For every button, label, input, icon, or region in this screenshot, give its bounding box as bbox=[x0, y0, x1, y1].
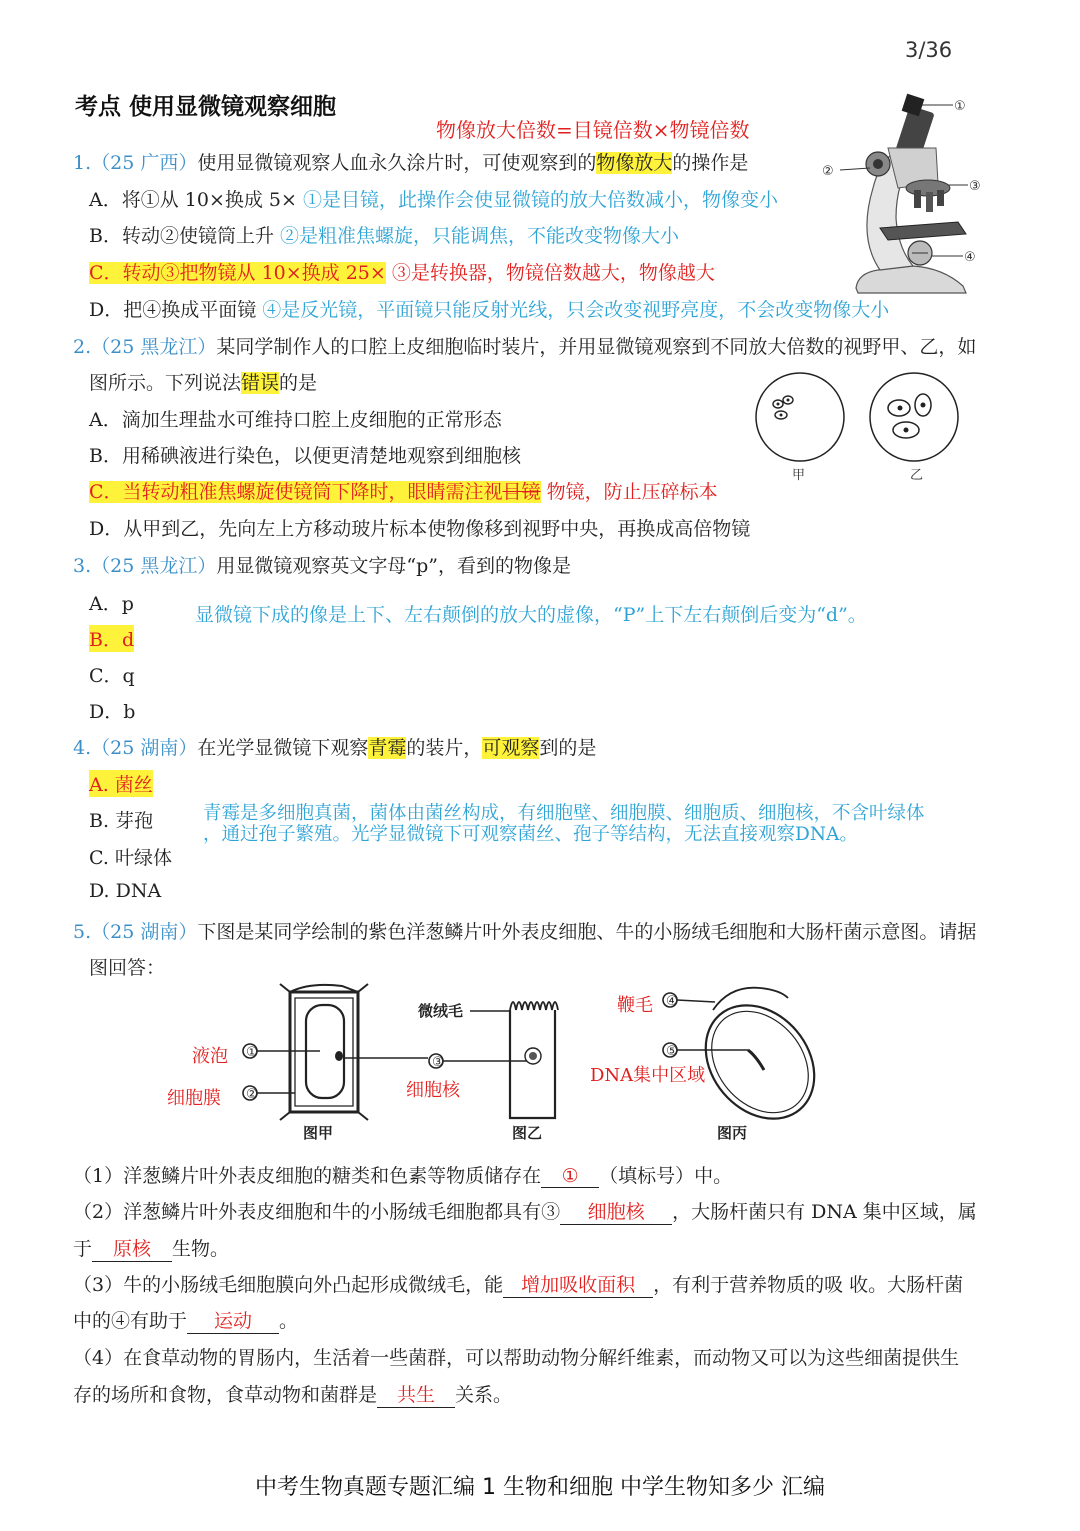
q5-part4-answer: 共生 bbox=[377, 1380, 455, 1408]
q5-cells-figure bbox=[160, 980, 840, 1150]
q5-stem-line1 bbox=[73, 917, 976, 944]
fig-mark-4: ④ bbox=[666, 994, 678, 1009]
fig-mark-5: ⑤ bbox=[666, 1044, 678, 1059]
q5-part2-line2 bbox=[73, 1234, 229, 1262]
page-number: 3/36 bbox=[905, 38, 953, 62]
q2-stem-b2: 的是 bbox=[279, 372, 318, 394]
q3-option-b: B．d bbox=[89, 625, 134, 652]
fig-note-dna-region: DNA集中区域 bbox=[590, 1065, 706, 1086]
microscope-label-4: ④ bbox=[964, 250, 976, 265]
q4-option-c: C. 叶绿体 bbox=[89, 847, 172, 869]
q1-option-c-note: ③是转换器，物镜倍数越大，物像越大 bbox=[391, 262, 715, 284]
q5-part2-b: ，大肠杆菌只有 DNA 集中区域，属 bbox=[672, 1201, 977, 1223]
q5-part2-a: （2）洋葱鳞片叶外表皮细胞和牛的小肠绒毛细胞都具有③ bbox=[73, 1201, 561, 1223]
fig-note-flagellum: 鞭毛 bbox=[617, 995, 653, 1016]
q4-stem-a: 在光学显微镜下观察 bbox=[197, 737, 369, 759]
microscope-figure bbox=[818, 88, 988, 298]
q5-part3-d: 。 bbox=[279, 1310, 299, 1332]
q5-part2-line1 bbox=[73, 1197, 977, 1225]
q1-stem-highlight: 物像放大 bbox=[596, 152, 673, 174]
q3-option-d: D．b bbox=[89, 701, 136, 723]
q3-option-a: A．p bbox=[89, 593, 134, 615]
q5-part3-answer2: 运动 bbox=[187, 1306, 279, 1334]
q2-label-jia: 甲 bbox=[792, 468, 806, 483]
q5-part4-b: 存的场所和食物，食草动物和菌群是 bbox=[73, 1384, 378, 1406]
q2-option-d: D．从甲到乙，先向左上方移动玻片标本使物像移到视野中央，再换成高倍物镜 bbox=[89, 518, 751, 540]
q4-stem-highlight-1: 青霉 bbox=[368, 737, 407, 759]
microscope-label-3: ③ bbox=[969, 179, 981, 194]
q5-part1-b: （填标号）中。 bbox=[599, 1165, 733, 1187]
q2-number: 2.（25 黑龙江） bbox=[73, 336, 217, 358]
q4-stem-highlight-2: 可观察 bbox=[482, 737, 540, 759]
fig-label-a: 图甲 bbox=[303, 1124, 334, 1142]
fig-mark-3: ③ bbox=[432, 1055, 444, 1070]
q4-option-b: B. 芽孢 bbox=[89, 810, 154, 832]
q2-label-yi: 乙 bbox=[910, 468, 924, 483]
q3-stem-text: 用显微镜观察英文字母“p”，看到的物像是 bbox=[216, 555, 571, 577]
q5-part1-a: （1）洋葱鳞片叶外表皮细胞的糖类和色素等物质储存在 bbox=[73, 1165, 542, 1187]
fig-microvilli-label: 微绒毛 bbox=[418, 1002, 464, 1020]
q1-option-c-text: C．转动③把物镜从 10×换成 25× bbox=[89, 262, 386, 284]
fig-mark-2: ② bbox=[246, 1087, 258, 1102]
fig-note-membrane: 细胞膜 bbox=[167, 1088, 221, 1109]
fig-note-nucleus: 细胞核 bbox=[406, 1080, 460, 1101]
q1-option-a-note: ①是目镜，此操作会使显微镜的放大倍数减小，物像变小 bbox=[302, 189, 778, 211]
q2-option-c-fix: 物镜，防止压碎标本 bbox=[546, 481, 718, 503]
q2-stem-b1: 图所示。下列说法 bbox=[89, 372, 242, 394]
q1-option-a-text: A．将①从 10×换成 5× bbox=[89, 189, 297, 211]
q5-number: 5.（25 湖南） bbox=[73, 921, 198, 943]
q5-part3-a: （3）牛的小肠绒毛细胞膜向外凸起形成微绒毛，能 bbox=[73, 1274, 504, 1296]
q5-part2-c: 于 bbox=[73, 1238, 93, 1260]
q1-option-b bbox=[89, 221, 679, 248]
q5-stem-line2: 图回答： bbox=[89, 957, 166, 979]
q5-part1 bbox=[73, 1161, 732, 1188]
section-title: 考点 使用显微镜观察细胞 bbox=[75, 94, 337, 120]
q5-part2-answer2: 原核 bbox=[92, 1234, 172, 1262]
q5-stem-a: 下图是某同学绘制的紫色洋葱鳞片叶外表皮细胞、牛的小肠绒毛细胞和大肠杆菌示意图。请据 bbox=[197, 921, 977, 943]
q5-part4-line1: （4）在食草动物的胃肠内，生活着一些菌群，可以帮助动物分解纤维素，而动物又可以为这些细菌提供生 bbox=[73, 1347, 960, 1369]
q1-number: 1.（25 广西） bbox=[73, 152, 198, 174]
q3-note: 显微镜下成的像是上下、左右颠倒的放大的虚像，“P”上下左右颠倒后变为“d”。 bbox=[195, 604, 867, 626]
q2-stem-line2 bbox=[89, 368, 317, 395]
q4-note-line2: ，通过孢子繁殖。光学显微镜下可观察菌丝、孢子等结构，无法直接观察DNA。 bbox=[203, 824, 858, 845]
q5-part3-b: ，有利于营养物质的吸 收。大肠杆菌 bbox=[653, 1274, 964, 1296]
q1-option-a bbox=[89, 185, 778, 212]
q4-stem-b: 的装片， bbox=[406, 737, 483, 759]
q5-part3-c: 中的④有助于 bbox=[73, 1310, 188, 1332]
q3-option-c: C．q bbox=[89, 665, 135, 687]
q2-option-c-text: C．当转动粗准焦螺旋使镜筒下降时，眼睛需注视 bbox=[89, 481, 503, 503]
q3-stem bbox=[73, 551, 571, 578]
q5-part4-c: 关系。 bbox=[455, 1384, 513, 1406]
fig-label-c: 图丙 bbox=[717, 1124, 748, 1142]
q4-note-line1: 青霉是多细胞真菌，菌体由菌丝构成，有细胞壁、细胞膜、细胞质、细胞核，不含叶绿体 bbox=[203, 803, 925, 824]
q1-option-b-note: ②是粗准焦螺旋，只能调焦，不能改变物像大小 bbox=[280, 225, 680, 247]
q1-option-b-text: B．转动②使镜筒上升 bbox=[89, 225, 274, 247]
q2-option-a: A．滴加生理盐水可维持口腔上皮细胞的正常形态 bbox=[89, 409, 502, 431]
fig-mark-1: ① bbox=[246, 1045, 258, 1060]
q5-part4-line2 bbox=[73, 1380, 512, 1408]
q4-option-a: A. 菌丝 bbox=[89, 770, 153, 797]
q3-number: 3.（25 黑龙江） bbox=[73, 555, 217, 577]
fig-label-b: 图乙 bbox=[512, 1124, 543, 1142]
q1-option-d-text: D．把④换成平面镜 bbox=[89, 299, 257, 321]
q5-part3-line2 bbox=[73, 1306, 298, 1334]
q1-stem-a: 使用显微镜观察人血永久涂片时，可使观察到的 bbox=[197, 152, 597, 174]
q2-option-c bbox=[89, 477, 718, 504]
q2-option-b: B．用稀碘液进行染色，以便更清楚地观察到细胞核 bbox=[89, 445, 521, 467]
q4-option-d: D. DNA bbox=[89, 880, 162, 902]
q4-stem-c: 到的是 bbox=[539, 737, 597, 759]
q5-part1-answer: ① bbox=[541, 1165, 599, 1188]
q2-fields-figure bbox=[752, 372, 967, 487]
q2-stem-line1 bbox=[73, 332, 976, 359]
q5-part2-answer: 细胞核 bbox=[560, 1197, 672, 1225]
q5-part3-line1 bbox=[73, 1270, 963, 1298]
page-footer: 中考生物真题专题汇编 1 生物和细胞 中学生物知多少 汇编 bbox=[255, 1475, 825, 1500]
q5-part2-d: 生物。 bbox=[172, 1238, 230, 1260]
q4-number: 4.（25 湖南） bbox=[73, 737, 198, 759]
microscope-label-1: ① bbox=[954, 99, 966, 114]
q2-stem-highlight: 错误 bbox=[241, 372, 280, 394]
q1-stem-b: 的操作是 bbox=[672, 152, 749, 174]
fig-note-vacuole: 液泡 bbox=[192, 1046, 228, 1067]
q2-option-c-strike: 目镜 bbox=[502, 481, 541, 503]
q5-part3-answer: 增加吸收面积 bbox=[503, 1270, 653, 1298]
q2-stem-a: 某同学制作人的口腔上皮细胞临时装片，并用显微镜观察到不同放大倍数的视野甲、乙，如 bbox=[216, 336, 977, 358]
formula-note: 物像放大倍数=目镜倍数×物镜倍数 bbox=[436, 118, 750, 142]
q1-option-d-note: ④是反光镜，平面镜只能反射光线，只会改变视野亮度，不会改变物像大小 bbox=[262, 299, 890, 321]
q1-option-c bbox=[89, 258, 715, 285]
q1-option-d bbox=[89, 295, 889, 322]
q1-stem bbox=[73, 148, 748, 175]
microscope-label-2: ② bbox=[822, 164, 834, 179]
q4-stem bbox=[73, 733, 596, 760]
